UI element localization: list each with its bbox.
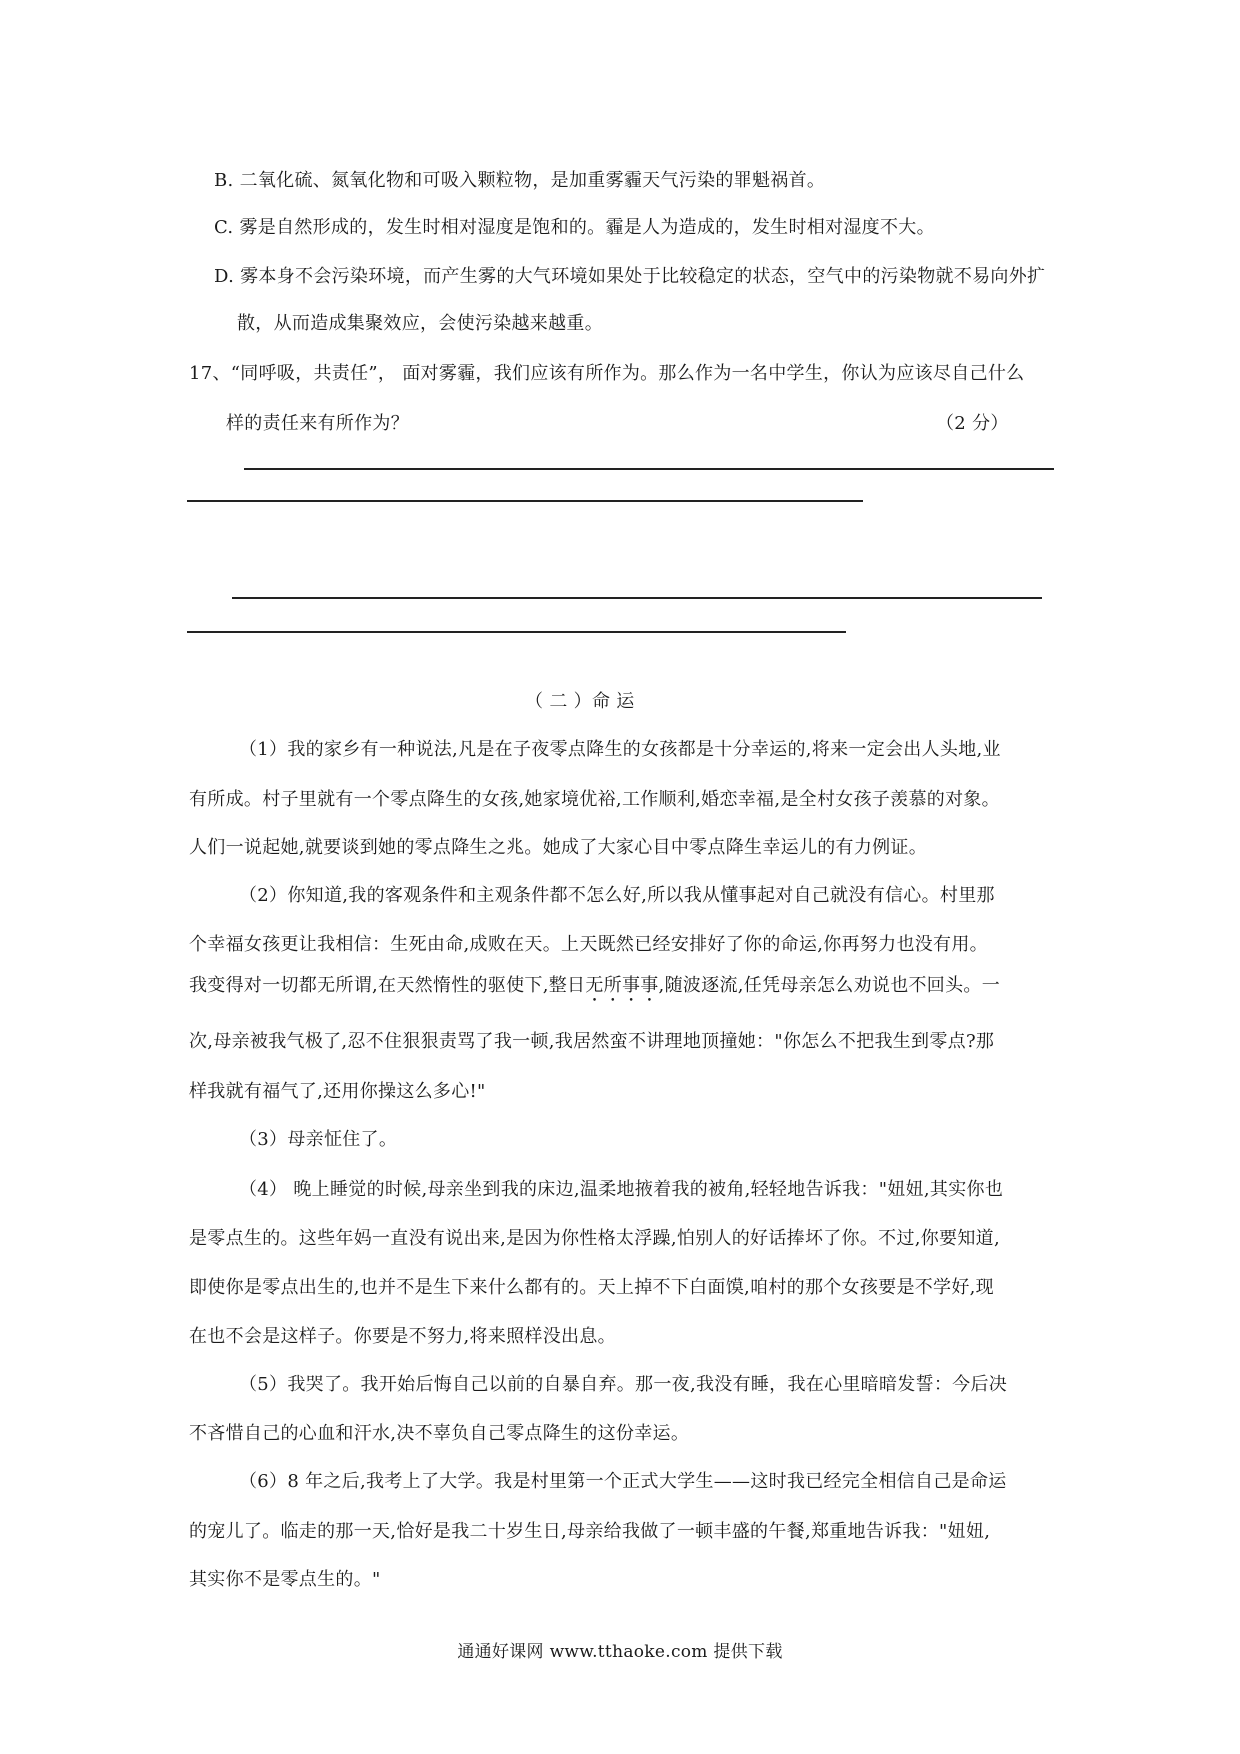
paragraph-6-line1: （6）8 年之后,我考上了大学。我是村里第一个正式大学生——这时我已经完全相信自己是命运 [239, 1471, 1007, 1492]
paragraph-3-line1: （3）母亲怔住了。 [239, 1129, 398, 1150]
paragraph-6-line2: 的宠儿了。临走的那一天,恰好是我二十岁生日,母亲给我做了一顿丰盛的午餐,郑重地告诉我："妞妞, [189, 1521, 991, 1542]
paragraph-1-line2: 有所成。村子里就有一个零点降生的女孩,她家境优裕,工作顺利,婚恋幸福,是全村女孩子羡慕的对象。 [189, 789, 1000, 810]
option-c: C. 雾是自然形成的，发生时相对湿度是饱和的。霾是人为造成的，发生时相对湿度不大。 [214, 217, 935, 238]
paragraph-2-line3-start: 我变得对一切都无所谓,在天然惰性的驱使下,整日 [189, 975, 586, 996]
paragraph-1-line1: （1）我的家乡有一种说法,凡是在子夜零点降生的女孩都是十分幸运的,将来一定会出人头地,业 [239, 739, 1001, 760]
section-title: （ 二 ）命 运 [525, 691, 635, 712]
question-17-line1: 17、“同呼吸，共责任”， 面对雾霾，我们应该有所作为。那么作为一名中学生，你认为应该尽自己什么 [189, 363, 1025, 384]
paragraph-2-line5: 样我就有福气了,还用你操这么多心!" [189, 1081, 486, 1102]
paragraph-2-line4: 次,母亲被我气极了,忍不住狠狠责骂了我一顿,我居然蛮不讲理地顶撞她："你怎么不把我生到零点?那 [189, 1031, 995, 1052]
paragraph-4-line4: 在也不会是这样子。你要是不努力,将来照样没出息。 [189, 1326, 616, 1347]
paragraph-2-line2: 个幸福女孩更让我相信：生死由命,成败在天。上天既然已经安排好了你的命运,你再努力也没有用。 [189, 934, 988, 955]
page-footer: 通通好课网 www.tthaoke.com 提供下载 [457, 1642, 783, 1662]
answer-line [187, 500, 863, 502]
paragraph-4-line3: 即使你是零点出生的,也并不是生下来什么都有的。天上掉不下白面馍,咱村的那个女孩要是不学好,现 [189, 1277, 994, 1298]
answer-line [187, 631, 846, 633]
paragraph-2-line1: （2）你知道,我的客观条件和主观条件都不怎么好,所以我从懂事起对自己就没有信心。村里那 [239, 885, 995, 906]
paragraph-6-line3: 其实你不是零点生的。" [189, 1569, 381, 1590]
option-d-line2: 散，从而造成集聚效应，会使污染越来越重。 [237, 313, 603, 334]
paragraph-5-line1: （5）我哭了。我开始后悔自己以前的自暴自弃。那一夜,我没有睡，我在心里暗暗发誓：今后决 [239, 1374, 1008, 1395]
paragraph-4-line1: （4） 晚上睡觉的时候,母亲坐到我的床边,温柔地掖着我的被角,轻轻地告诉我："妞妞,其实你也 [239, 1179, 1004, 1200]
paragraph-5-line2: 不吝惜自己的心血和汗水,决不辜负自己零点降生的这份幸运。 [189, 1423, 690, 1444]
paragraph-2-line3-end: ,随波逐流,任凭母亲怎么劝说也不回头。一 [658, 975, 1000, 996]
answer-line [232, 597, 1042, 599]
paragraph-1-line3: 人们一说起她,就要谈到她的零点降生之兆。她成了大家心目中零点降生幸运儿的有力例证。 [189, 837, 928, 858]
option-b: B. 二氧化硫、氮氧化物和可吸入颗粒物，是加重雾霾天气污染的罪魁祸首。 [214, 170, 826, 191]
answer-line [244, 468, 1054, 470]
option-d-line1: D. 雾本身不会污染环境，而产生雾的大气环境如果处于比较稳定的状态，空气中的污染物就不易向外扩 [214, 266, 1046, 287]
paragraph-4-line2: 是零点生的。这些年妈一直没有说出来,是因为你性格太浮躁,怕别人的好话捧坏了你。不过,你要知道, [189, 1228, 1000, 1249]
question-17-line2: 样的责任来有所作为？ [226, 413, 409, 434]
paragraph-2-line3 [189, 971, 1000, 1006]
question-17-score: （2 分） [936, 413, 1009, 434]
emphasized-phrase: 无所事事 [585, 975, 659, 996]
